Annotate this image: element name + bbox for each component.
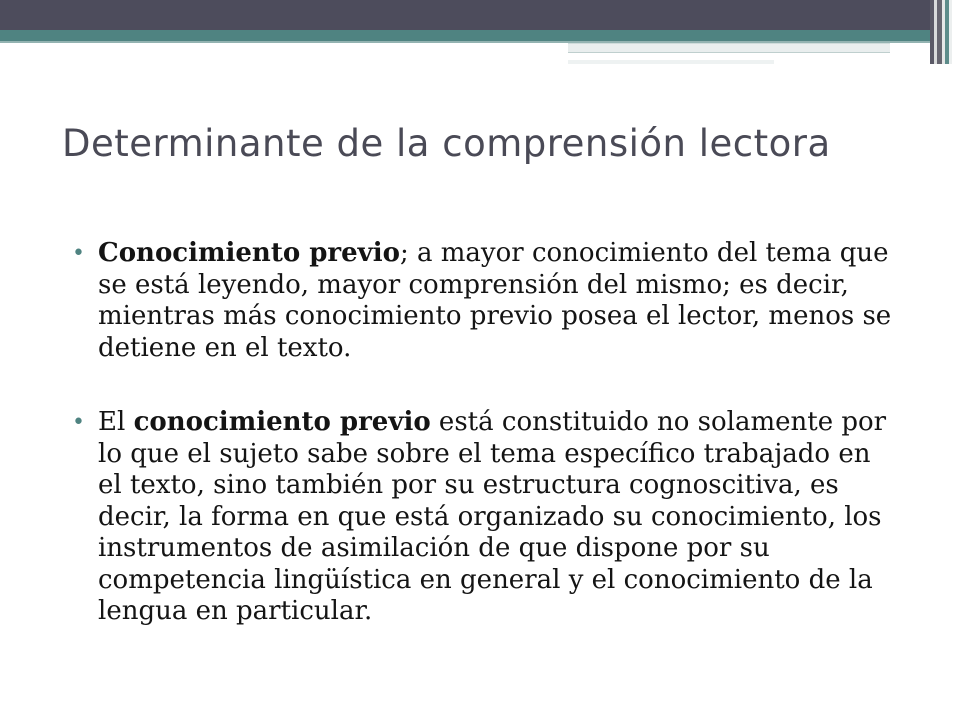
bullet-item bbox=[72, 407, 892, 628]
header-band-teal bbox=[0, 30, 930, 41]
bullet-prefix: El bbox=[98, 407, 134, 437]
slide-title: Determinante de la comprensión lectora bbox=[62, 122, 831, 165]
bullet-item bbox=[72, 238, 892, 364]
header-accent-bar-short bbox=[568, 60, 774, 64]
bullet-bold-term: Conocimiento previo bbox=[98, 238, 400, 268]
bullet-text: ; a mayor conocimiento del tema que se está leyendo, mayor comprensión del mismo; es decir, mientras más conocimiento previo posea el lector, menos se detiene en el texto. bbox=[98, 238, 892, 363]
bullet-text: está constituido no solamente por lo que el sujeto sabe sobre el tema específico trabajado en el texto, sino también por su estructura cognoscitiva, es decir, la forma en que está organizado su conocimiento, los instrumentos de asimilación de que dispone por su competencia lingüística en general y el conocimiento de la lengua en particular. bbox=[98, 407, 887, 626]
bullet-marker: • bbox=[72, 410, 85, 435]
bullet-marker: • bbox=[72, 241, 85, 266]
header-accent-bar bbox=[568, 43, 890, 52]
header-vertical-stripes bbox=[930, 0, 960, 64]
header-band-dark bbox=[0, 0, 930, 30]
header-accent-line bbox=[568, 52, 890, 53]
bullet-bold-term: conocimiento previo bbox=[133, 407, 431, 437]
bullet-list bbox=[72, 238, 892, 628]
